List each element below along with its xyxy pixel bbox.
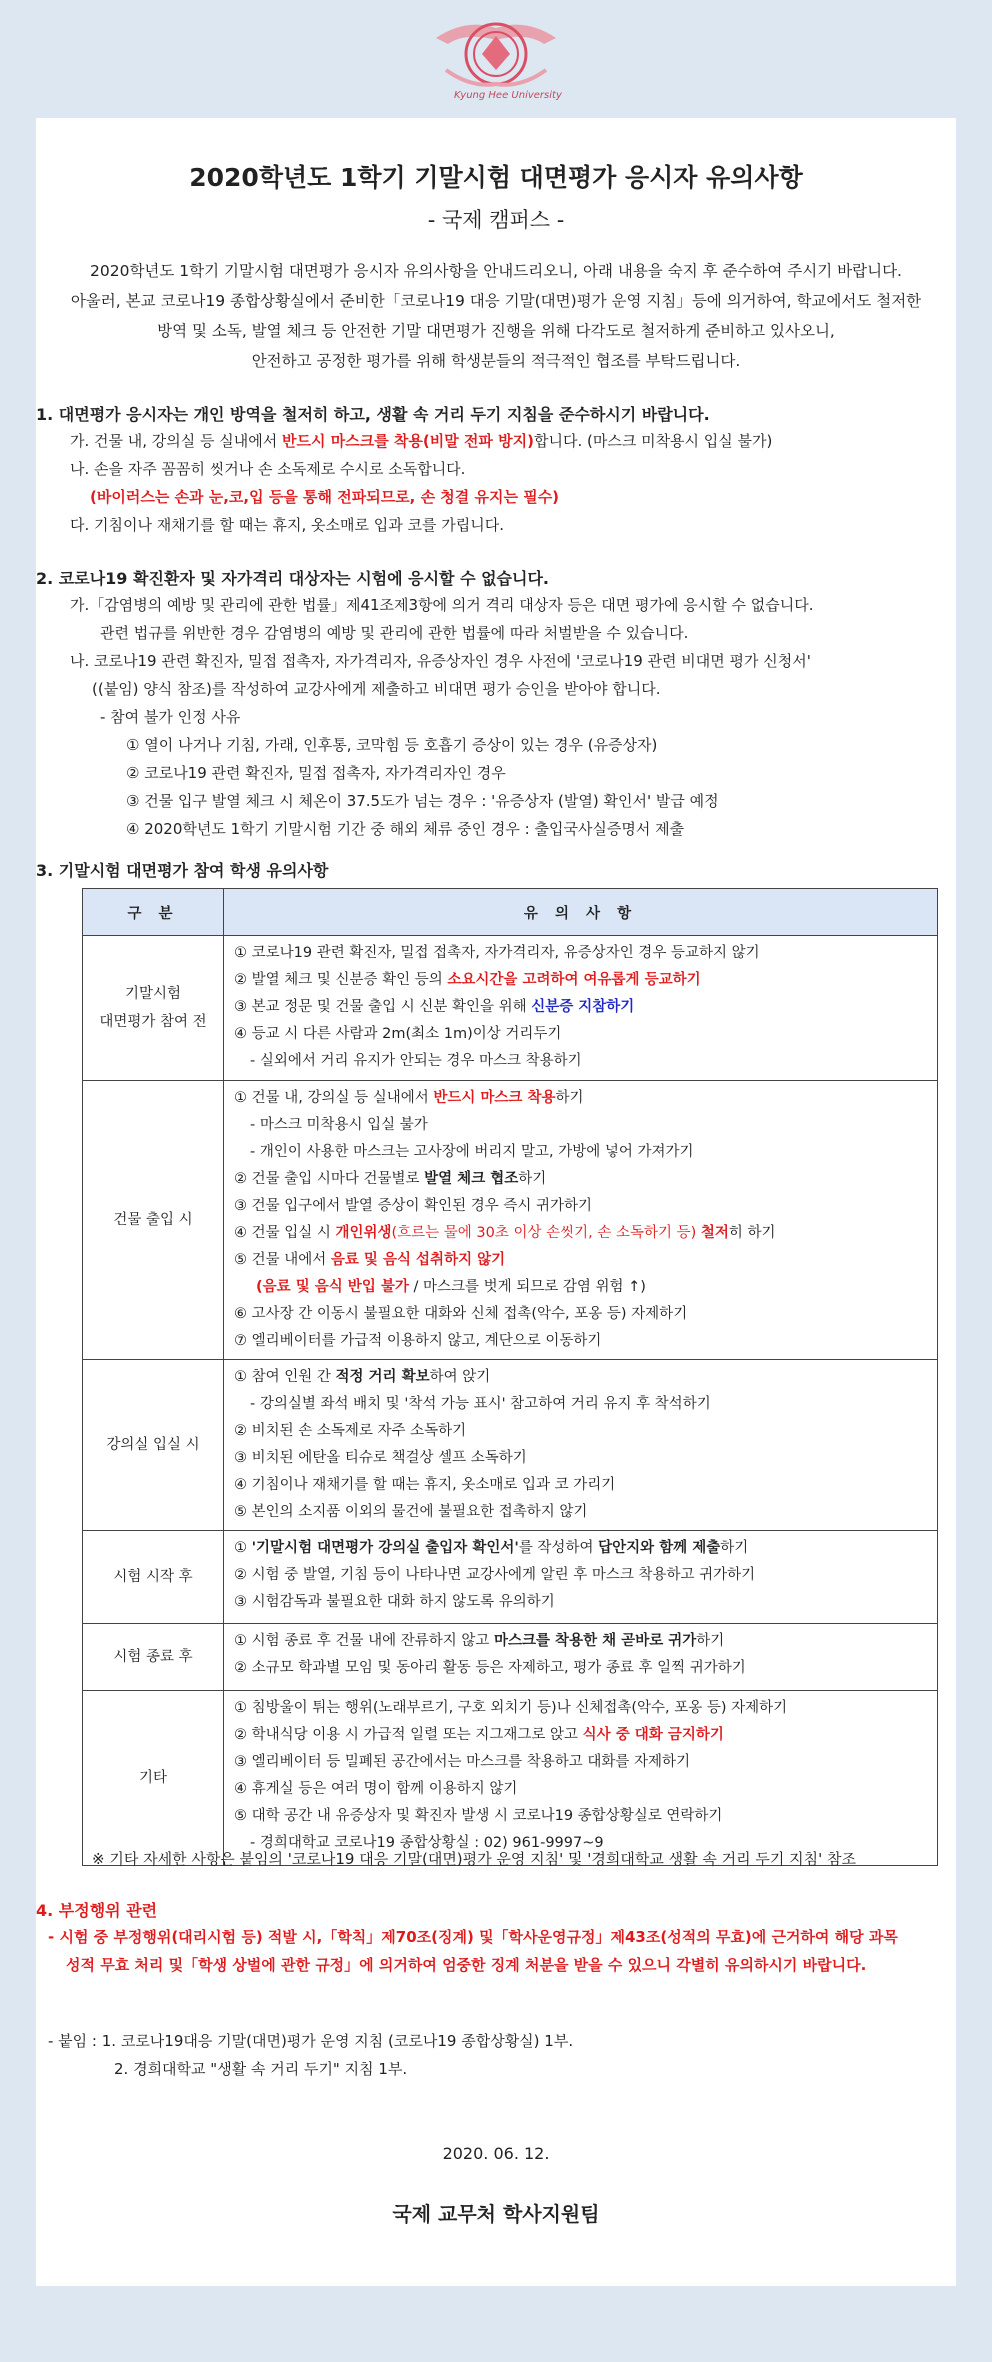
list-item: ① 참여 인원 간 적정 거리 확보하여 앉기 (234, 1369, 491, 1385)
guidelines-table (82, 888, 938, 1866)
list-item: ⑤ 건물 내에서 음료 및 음식 섭취하지 않기 (234, 1252, 506, 1268)
list-item: ⑤ 대학 공간 내 유증상자 및 확진자 발생 시 코로나19 종합상황실로 연락하기 (234, 1808, 723, 1824)
list-item: ③ 비치된 에탄올 티슈로 책걸상 셀프 소독하기 (234, 1450, 527, 1466)
table-footnote: ※ 기타 자세한 사항은 붙임의 '코로나19 대응 기말(대면)평가 운영 지침' 및 '경희대학교 생활 속 거리 두기 지침' 참조 (92, 1850, 856, 1868)
attachment-line: - 붙임 : 1. 코로나19대응 기말(대면)평가 운영 지침 (코로나19 종합상황실) 1부. (48, 2032, 574, 2050)
notice-document (36, 118, 956, 2286)
list-subitem: - 개인이 사용한 마스크는 고사장에 버리지 말고, 가방에 넣어 가져가기 (250, 1144, 694, 1160)
page-subtitle: - 국제 캠퍼스 - (427, 208, 565, 232)
list-item: ⑤ 본인의 소지품 이외의 물건에 불필요한 접촉하지 않기 (234, 1504, 588, 1520)
section2-reason: ② 코로나19 관련 확진자, 밀접 접촉자, 자가격리자인 경우 (126, 764, 506, 782)
section1-heading: 1. 대면평가 응시자는 개인 방역을 철저히 하고, 생활 속 거리 두기 지침을 준수하시기 바랍니다. (36, 405, 710, 424)
list-item: ② 소규모 학과별 모임 및 동아리 활동 등은 자제하고, 평가 종료 후 일찍 귀가하기 (234, 1660, 746, 1676)
list-item: ② 시험 중 발열, 기침 등이 나타나면 교강사에게 알린 후 마스크 착용하고 귀가하기 (234, 1567, 756, 1583)
column-header-category: 구 분 (83, 889, 224, 936)
list-item: ① 건물 내, 강의실 등 실내에서 반드시 마스크 착용하기 (234, 1090, 584, 1106)
list-item: ① 시험 종료 후 건물 내에 잔류하지 않고 마스크를 착용한 채 곧바로 귀가하기 (234, 1633, 725, 1649)
logo-caption: Kyung Hee University (454, 90, 562, 101)
section4-line: 성적 무효 처리 및「학생 상벌에 관한 규정」에 의거하여 엄중한 징계 처분을 받을 수 있으니 각별히 유의하시기 바랍니다. (66, 1956, 867, 1974)
row-category: 시험 종료 후 (83, 1624, 224, 1691)
issuer-signature: 국제 교무처 학사지원팀 (392, 2202, 600, 2226)
section2-subheading: - 참여 불가 인정 사유 (100, 708, 241, 726)
list-subitem: (음료 및 음식 반입 불가 / 마스크를 벗게 되므로 감염 위험 ↑) (256, 1279, 646, 1295)
table-row (83, 936, 938, 1081)
list-item: ③ 본교 정문 및 건물 출입 시 신분 확인을 위해 신분증 지참하기 (234, 999, 635, 1015)
list-item: ④ 휴게실 등은 여러 명이 함께 이용하지 않기 (234, 1781, 518, 1797)
table-row (83, 1624, 938, 1691)
table-row (83, 1360, 938, 1531)
intro-text (36, 256, 956, 376)
section1-item-c: 다. 기침이나 재채기를 할 때는 휴지, 옷소매로 입과 코를 가립니다. (70, 516, 504, 534)
attachment-line: 2. 경희대학교 "생활 속 거리 두기" 지침 1부. (114, 2060, 408, 2078)
list-item: ⑦ 엘리베이터를 가급적 이용하지 않고, 계단으로 이동하기 (234, 1333, 602, 1349)
issue-date: 2020. 06. 12. (442, 2144, 550, 2163)
row-items (224, 1624, 938, 1691)
section2-item-b-cont: ((붙임) 양식 참조)를 작성하여 교강사에게 제출하고 비대면 평가 승인을 받아야 합니다. (92, 680, 661, 698)
list-subitem: - 실외에서 거리 유지가 안되는 경우 마스크 착용하기 (250, 1053, 582, 1069)
row-items (224, 1360, 938, 1531)
row-category: 시험 시작 후 (83, 1531, 224, 1624)
row-category: 기타 (83, 1691, 224, 1866)
row-items (224, 1531, 938, 1624)
section2-item-a-cont: 관련 법규를 위반한 경우 감염병의 예방 및 관리에 관한 법률에 따라 처벌받을 수 있습니다. (100, 624, 689, 642)
list-item: ② 발열 체크 및 신분증 확인 등의 소요시간을 고려하여 여유롭게 등교하기 (234, 972, 701, 988)
section1-item-a: 가. 건물 내, 강의실 등 실내에서 반드시 마스크를 착용(비말 전파 방지)합니다. (마스크 미착용시 입실 불가) (70, 432, 773, 450)
section4-heading: 4. 부정행위 관련 (36, 1901, 158, 1920)
row-items (224, 1081, 938, 1360)
section2-reason: ③ 건물 입구 발열 체크 시 체온이 37.5도가 넘는 경우 : '유증상자 (발열) 확인서' 발급 예정 (126, 792, 719, 810)
section4-line: - 시험 중 부정행위(대리시험 등) 적발 시,「학칙」제70조(징계) 및「학사운영규정」제43조(성적의 무효)에 근거하여 해당 과목 (48, 1928, 898, 1946)
row-items (224, 936, 938, 1081)
list-item: ③ 시험감독과 불필요한 대화 하지 않도록 유의하기 (234, 1594, 555, 1610)
list-item: ② 비치된 손 소독제로 자주 소독하기 (234, 1423, 467, 1439)
university-seal-logo (426, 8, 566, 118)
list-item: ② 학내식당 이용 시 가급적 일렬 또는 지그재그로 앉고 식사 중 대화 금지하기 (234, 1727, 724, 1743)
row-category: 기말시험 대면평가 참여 전 (83, 936, 224, 1081)
section2-reason: ① 열이 나거나 기침, 가래, 인후통, 코막힘 등 호흡기 증상이 있는 경우 (유증상자) (126, 736, 658, 754)
page-title: 2020학년도 1학기 기말시험 대면평가 응시자 유의사항 (189, 163, 803, 192)
list-item: ④ 건물 입실 시 개인위생(흐르는 물에 30초 이상 손씻기, 손 소독하기 등) 철저히 하기 (234, 1225, 776, 1241)
section2-heading: 2. 코로나19 확진환자 및 자가격리 대상자는 시험에 응시할 수 없습니다. (36, 569, 550, 588)
list-item: ② 건물 출입 시마다 건물별로 발열 체크 협조하기 (234, 1171, 547, 1187)
list-item: ① 침방울이 튀는 행위(노래부르기, 구호 외치기 등)나 신체접촉(악수, 포옹 등) 자제하기 (234, 1700, 788, 1716)
section2-item-a: 가.「감염병의 예방 및 관리에 관한 법률」제41조제3항에 의거 격리 대상자 등은 대면 평가에 응시할 수 없습니다. (70, 596, 814, 614)
table-row (83, 1081, 938, 1360)
list-item: ③ 건물 입구에서 발열 증상이 확인된 경우 즉시 귀가하기 (234, 1198, 593, 1214)
section2-reason: ④ 2020학년도 1학기 기말시험 기간 중 해외 체류 중인 경우 : 출입국사실증명서 제출 (126, 820, 685, 838)
row-items (224, 1691, 938, 1866)
intro-line: 방역 및 소독, 발열 체크 등 안전한 기말 대면평가 진행을 위해 다각도로 철저하게 준비하고 있사오니, (157, 322, 835, 340)
table-header-row (83, 889, 938, 936)
section1-item-b: 나. 손을 자주 꼼꼼히 씻거나 손 소독제로 수시로 소독합니다. (70, 460, 466, 478)
table-row (83, 1691, 938, 1866)
list-item: ③ 엘리베이터 등 밀폐된 공간에서는 마스크를 착용하고 대화를 자제하기 (234, 1754, 691, 1770)
list-subitem: - 강의실별 좌석 배치 및 '착석 가능 표시' 참고하여 거리 유지 후 착석하기 (250, 1396, 711, 1412)
section1-note: (바이러스는 손과 눈,코,입 등을 통해 전파되므로, 손 청결 유지는 필수) (90, 488, 560, 506)
row-category: 강의실 입실 시 (83, 1360, 224, 1531)
table-row (83, 1531, 938, 1624)
intro-line: 2020학년도 1학기 기말시험 대면평가 응시자 유의사항을 안내드리오니, 아래 내용을 숙지 후 준수하여 주시기 바랍니다. (90, 262, 902, 280)
list-item: ① '기말시험 대면평가 강의실 출입자 확인서'를 작성하여 답안지와 함께 제출하기 (234, 1540, 749, 1556)
section3-heading: 3. 기말시험 대면평가 참여 학생 유의사항 (36, 861, 329, 880)
intro-line: 안전하고 공정한 평가를 위해 학생분들의 적극적인 협조를 부탁드립니다. (251, 352, 741, 370)
section2-item-b: 나. 코로나19 관련 확진자, 밀접 접촉자, 자가격리자, 유증상자인 경우 사전에 '코로나19 관련 비대면 평가 신청서' (70, 652, 811, 670)
list-item: ⑥ 고사장 간 이동시 불필요한 대화와 신체 접촉(악수, 포옹 등) 자제하기 (234, 1306, 688, 1322)
list-subitem: - 경희대학교 코로나19 종합상황실 : 02) 961-9997~9 (250, 1835, 604, 1851)
list-subitem: - 마스크 미착용시 입실 불가 (250, 1117, 428, 1133)
list-item: ④ 등교 시 다른 사람과 2m(최소 1m)이상 거리두기 (234, 1026, 562, 1042)
list-item: ① 코로나19 관련 확진자, 밀접 접촉자, 자가격리자, 유증상자인 경우 등교하지 않기 (234, 945, 760, 961)
row-category: 건물 출입 시 (83, 1081, 224, 1360)
list-item: ④ 기침이나 재채기를 할 때는 휴지, 옷소매로 입과 코 가리기 (234, 1477, 616, 1493)
column-header-guidelines: 유 의 사 항 (224, 889, 938, 936)
intro-line: 아울러, 본교 코로나19 종합상황실에서 준비한「코로나19 대응 기말(대면)평가 운영 지침」등에 의거하여, 학교에서도 철저한 (70, 292, 922, 310)
